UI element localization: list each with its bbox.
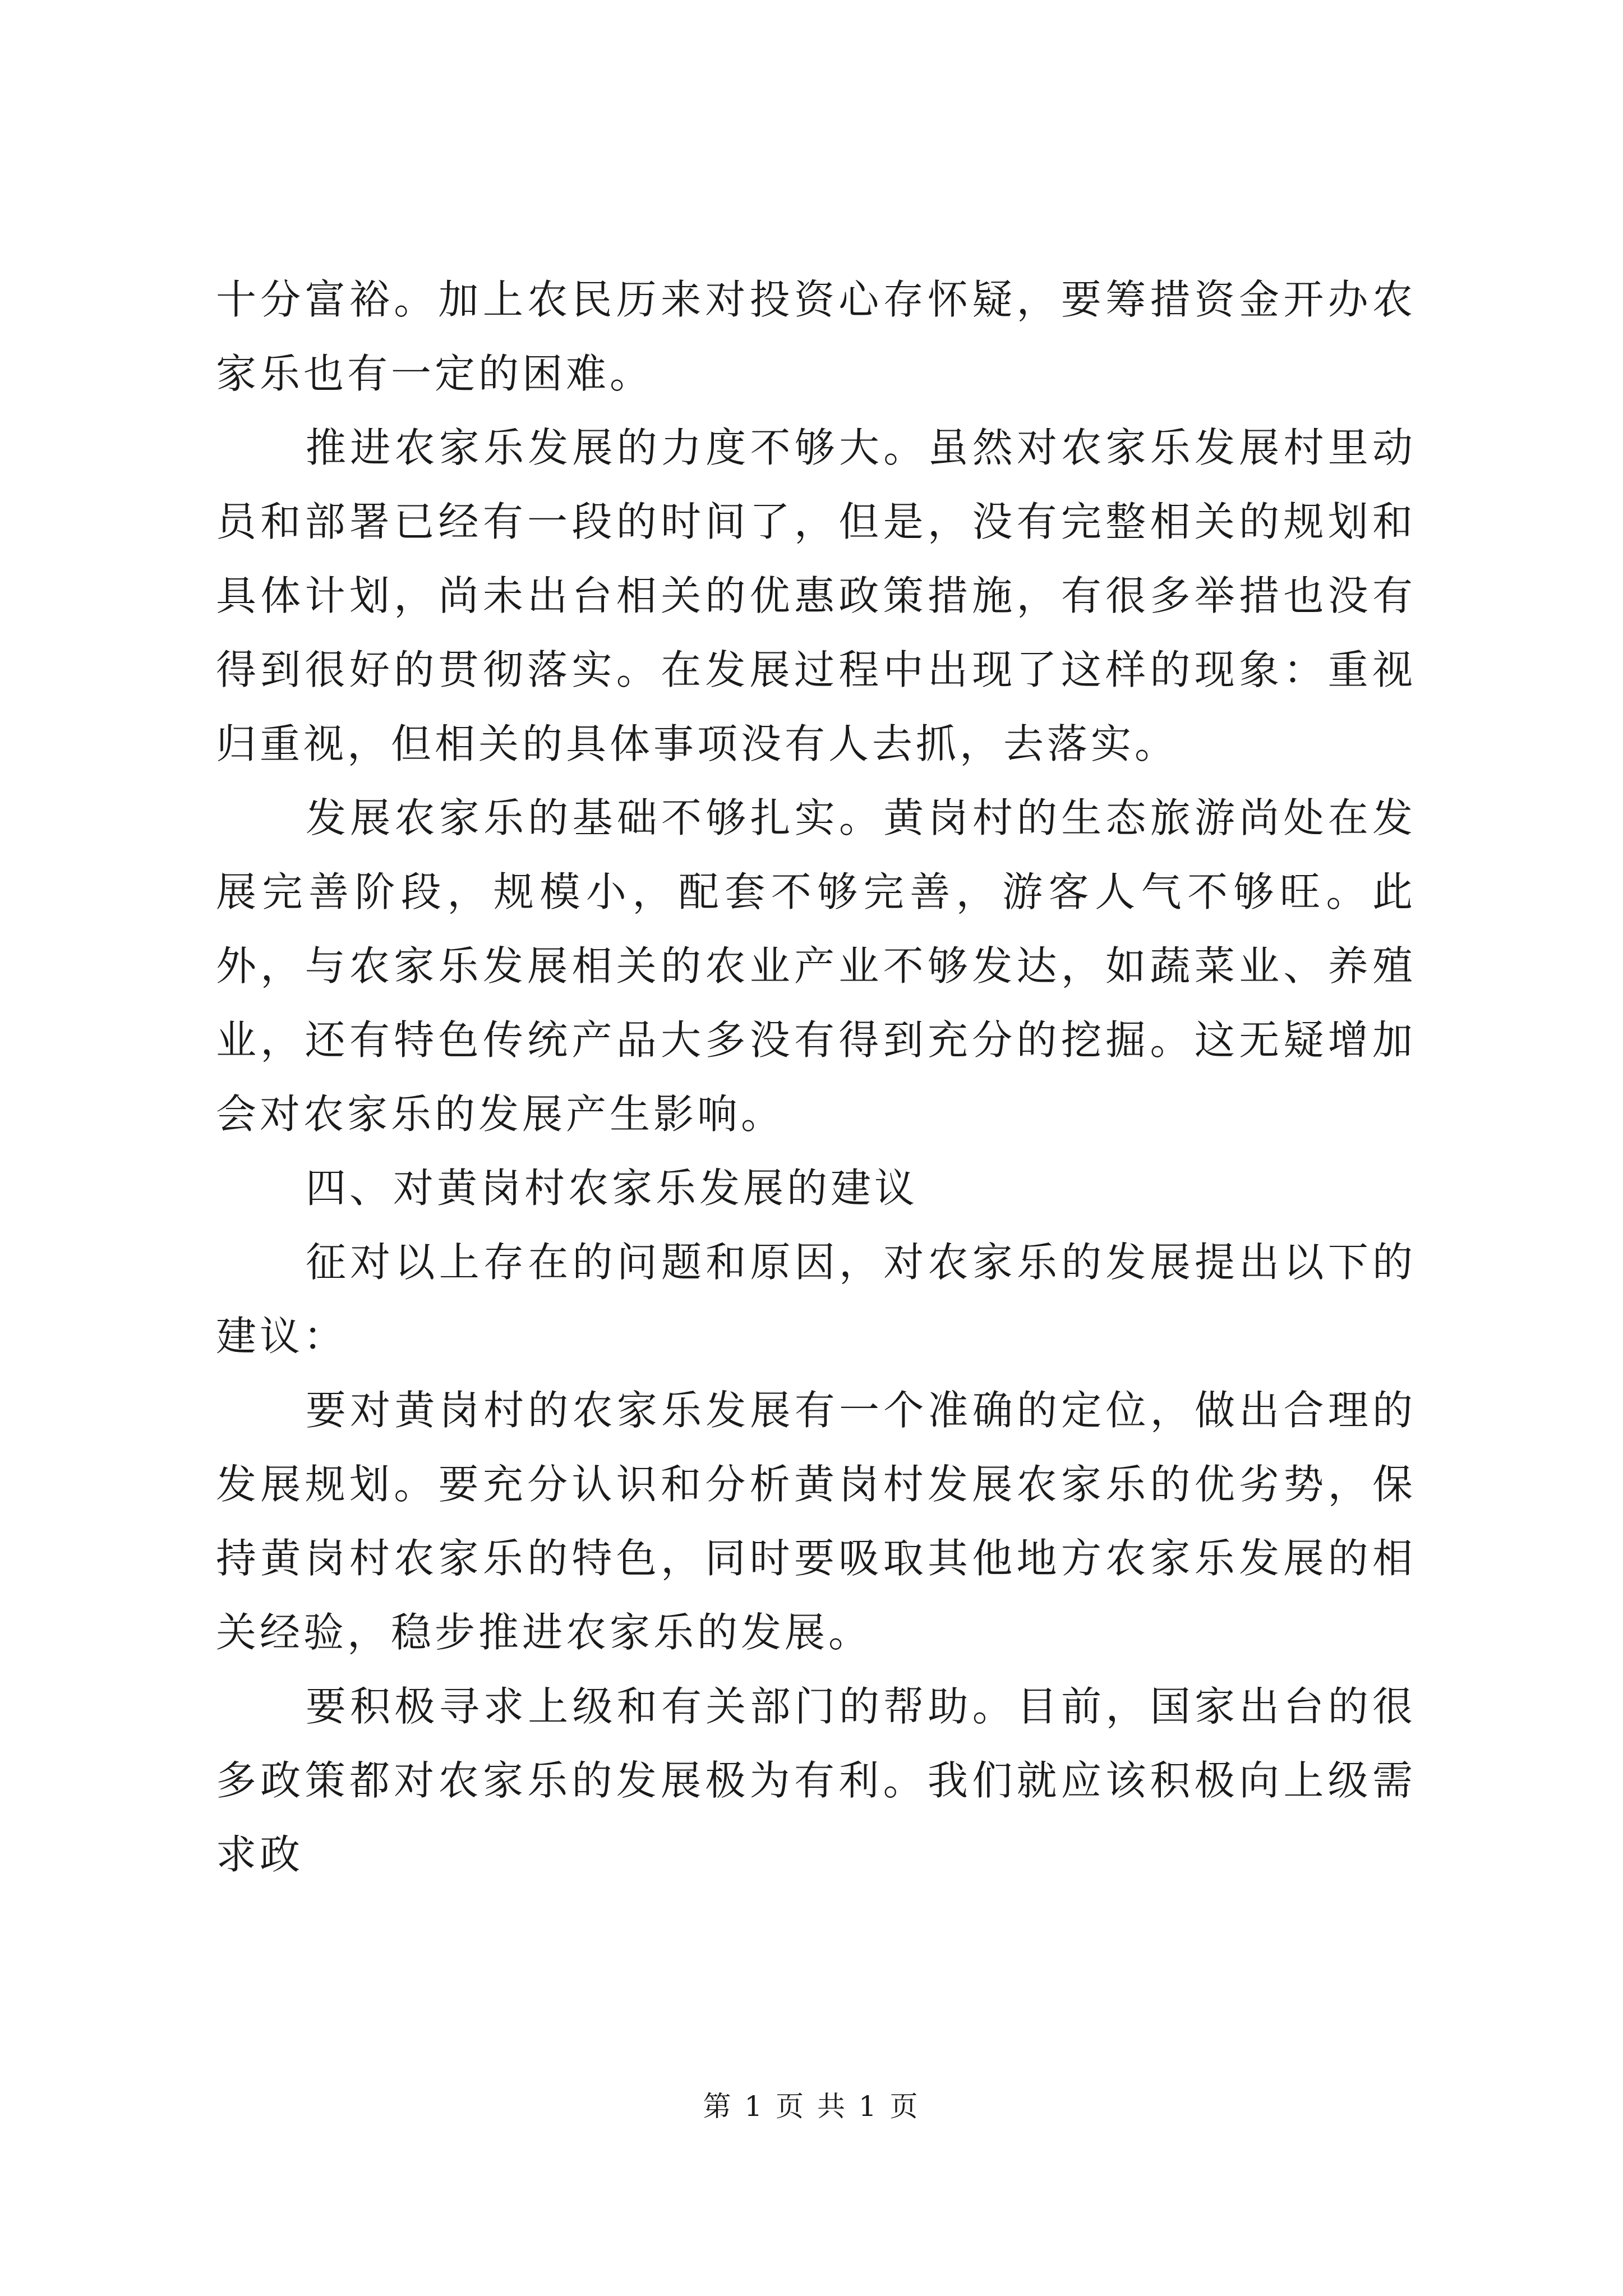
paragraph-5: 征对以上存在的问题和原因，对农家乐的发展提出以下的建议： (216, 1239, 1416, 1360)
paragraph-3: 发展农家乐的基础不够扎实。黄岗村的生态旅游尚处在发展完善阶段，规模小，配套不够完善，游客人气不够旺。此外，与农家乐发展相关的农业产业不够发达，如蔬菜业、养殖业，还有特色传统产品大多没有得到充分的挖掘。这无疑增加会对农家乐的发展产生影响。 (216, 794, 1416, 1138)
page-footer: 第 1 页 共 1 页 (703, 2090, 920, 2123)
paragraph-6: 要对黄岗村的农家乐发展有一个准确的定位，做出合理的发展规划。要充分认识和分析黄岗村发展农家乐的优劣势，保持黄岗村农家乐的特色，同时要吸取其他地方农家乐发展的相关经验，稳步推进农家乐的发展。 (216, 1387, 1416, 1656)
paragraph-7: 要积极寻求上级和有关部门的帮助。目前，国家出台的很多政策都对农家乐的发展极为有利。我们就应该积极向上级需求政 (216, 1683, 1416, 1878)
paragraph-1: 十分富裕。加上农民历来对投资心存怀疑，要筹措资金开办农家乐也有一定的困难。 (216, 276, 1416, 397)
paragraph-2: 推进农家乐发展的力度不够大。虽然对农家乐发展村里动员和部署已经有一段的时间了，但是，没有完整相关的规划和具体计划，尚未出台相关的优惠政策措施，有很多举措也没有得到很好的贯彻落实。在发展过程中出现了这样的现象：重视归重视，但相关的具体事项没有人去抓，去落实。 (216, 424, 1416, 767)
section-heading: 四、对黄岗村农家乐发展的建议 (306, 1165, 919, 1212)
document-body (216, 263, 1416, 1892)
